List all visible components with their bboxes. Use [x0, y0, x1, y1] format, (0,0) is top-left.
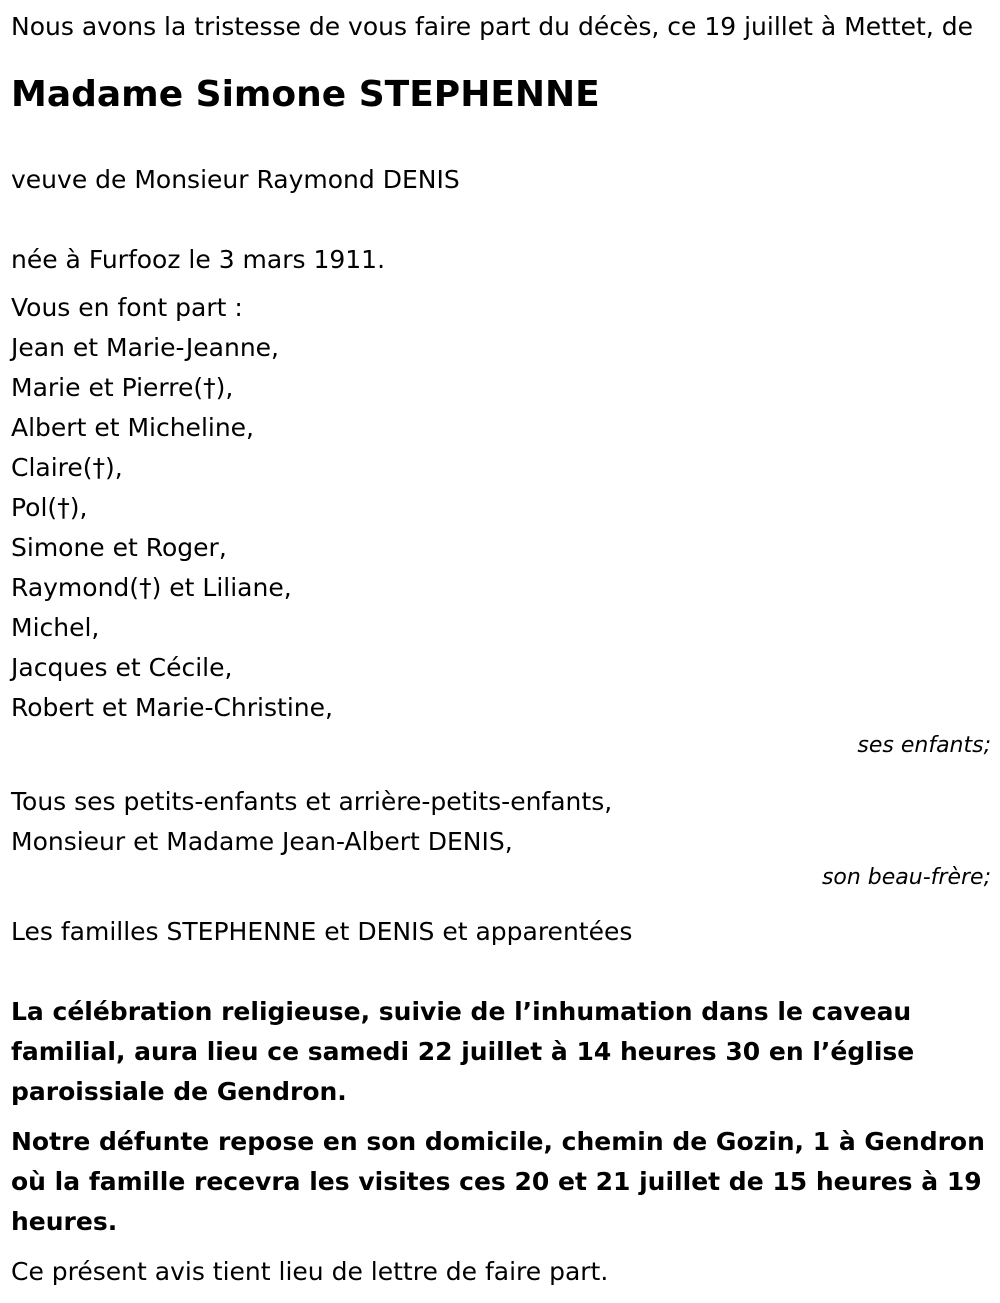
list-item [11, 488, 991, 528]
grandchildren: Tous ses petits-enfants et arrière-petits-enfants, [11, 787, 613, 816]
child-name-suffix: ), [105, 453, 123, 482]
children-list [11, 328, 991, 728]
list-item [11, 688, 991, 728]
cross-icon: † [203, 373, 216, 402]
cross-icon: † [57, 493, 70, 522]
child-name: Marie et Pierre( [11, 373, 204, 402]
child-name-suffix: ), [69, 493, 88, 522]
child-name-suffix: ) et Liliane, [151, 573, 292, 602]
child-name: Raymond( [11, 573, 140, 602]
closing-note: Ce présent avis tient lieu de lettre de faire part. [11, 1257, 609, 1286]
child-name: Albert et Micheline, [11, 413, 255, 442]
birth-info: née à Furfooz le 3 mars 1911. [11, 245, 386, 274]
families: Les familles STEPHENNE et DENIS et apparentées [11, 917, 633, 946]
child-name-suffix: ), [215, 373, 234, 402]
list-item [11, 528, 991, 568]
widow-of: veuve de Monsieur Raymond DENIS [11, 165, 460, 194]
list-item [11, 568, 991, 608]
list-item [11, 448, 991, 488]
children-role: ses enfants; [857, 733, 991, 758]
deceased-name: Madame Simone STEPHENNE [11, 74, 600, 115]
child-name: Jean et Marie-Jeanne, [11, 333, 279, 362]
brother-in-law-role: son beau-frère; [821, 865, 991, 890]
cross-icon: † [139, 573, 152, 602]
child-name: Michel, [11, 613, 100, 642]
brother-in-law: Monsieur et Madame Jean-Albert DENIS, [11, 827, 513, 856]
intro-text: Nous avons la tristesse de vous faire part du décès, ce 19 juillet à Mettet, de [11, 12, 973, 41]
list-item [11, 368, 991, 408]
child-name: Jacques et Cécile, [11, 653, 233, 682]
child-name: Claire( [11, 453, 93, 482]
child-name: Simone et Roger, [11, 533, 227, 562]
child-name: Robert et Marie-Christine, [11, 693, 333, 722]
cross-icon: † [92, 453, 106, 482]
list-item [11, 408, 991, 448]
list-item [11, 608, 991, 648]
obituary-notice [11, 0, 991, 1292]
wake-info: Notre défunte repose en son domicile, chemin de Gozin, 1 à Gendron où la famille recevra les visites ces 20 et 21 juillet de 15 heures à 19 heures. [11, 1127, 985, 1236]
child-name: Pol( [11, 493, 58, 522]
announcers-intro: Vous en font part : [11, 293, 243, 322]
ceremony-info: La célébration religieuse, suivie de l’inhumation dans le caveau familial, aura lieu ce samedi 22 juillet à 14 heures 30 en l’église paroissiale de Gendron. [11, 997, 915, 1106]
list-item [11, 328, 991, 368]
list-item [11, 648, 991, 688]
